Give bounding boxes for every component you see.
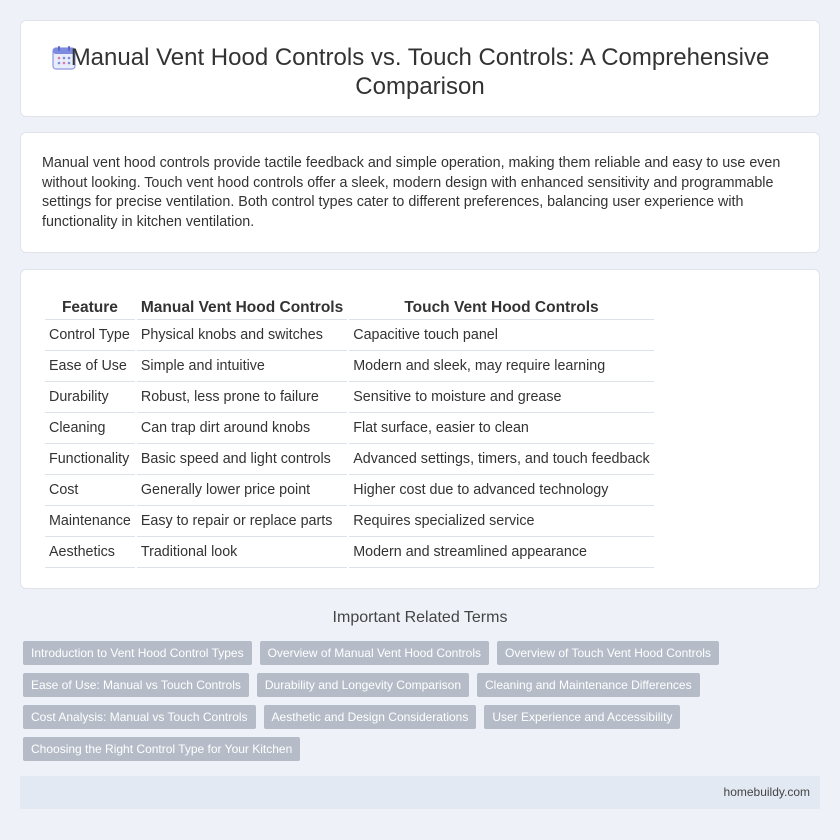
cell-manual: Can trap dirt around knobs bbox=[137, 413, 347, 444]
cell-touch: Flat surface, easier to clean bbox=[349, 413, 653, 444]
related-term-tag[interactable]: Aesthetic and Design Considerations bbox=[264, 705, 477, 729]
tag-row bbox=[23, 673, 823, 697]
table-row bbox=[45, 537, 654, 568]
cell-manual: Easy to repair or replace parts bbox=[137, 506, 347, 537]
footer bbox=[20, 776, 820, 809]
cell-feature: Cleaning bbox=[45, 413, 135, 444]
header-feature: Feature bbox=[45, 296, 135, 320]
related-term-tag[interactable]: Overview of Touch Vent Hood Controls bbox=[497, 641, 719, 665]
page-title: Manual Vent Hood Controls vs. Touch Controls: A Comprehensive Comparison bbox=[70, 44, 770, 100]
summary-text: Manual vent hood controls provide tactile feedback and simple operation, making them reliable and easy to use even without looking. Touch vent hood controls offer a sleek, modern design with enhanced sensitivity and programmable settings for precise ventilation. Both control types cater to different preferences, balancing user experience with functionality in kitchen ventilation. bbox=[42, 155, 781, 230]
cell-manual: Traditional look bbox=[137, 537, 347, 568]
related-terms-tags bbox=[23, 641, 823, 769]
table-row bbox=[45, 382, 654, 413]
table-row bbox=[45, 506, 654, 537]
cell-manual: Robust, less prone to failure bbox=[137, 382, 347, 413]
tag-row bbox=[23, 705, 823, 729]
comparison-table-card bbox=[20, 269, 820, 589]
related-term-tag[interactable]: Overview of Manual Vent Hood Controls bbox=[260, 641, 489, 665]
cell-manual: Simple and intuitive bbox=[137, 351, 347, 382]
cell-touch: Advanced settings, timers, and touch feedback bbox=[349, 444, 653, 475]
related-term-tag[interactable]: Cleaning and Maintenance Differences bbox=[477, 673, 700, 697]
header-touch: Touch Vent Hood Controls bbox=[349, 296, 653, 320]
related-term-tag[interactable]: Choosing the Right Control Type for Your Kitchen bbox=[23, 737, 300, 761]
summary-card bbox=[20, 132, 820, 253]
table-header-row bbox=[45, 296, 654, 320]
cell-feature: Maintenance bbox=[45, 506, 135, 537]
table-row bbox=[45, 351, 654, 382]
cell-touch: Modern and sleek, may require learning bbox=[349, 351, 653, 382]
cell-manual: Generally lower price point bbox=[137, 475, 347, 506]
cell-manual: Physical knobs and switches bbox=[137, 320, 347, 351]
footer-site-link[interactable]: homebuildy.com bbox=[723, 785, 810, 799]
cell-touch: Higher cost due to advanced technology bbox=[349, 475, 653, 506]
related-term-tag[interactable]: User Experience and Accessibility bbox=[484, 705, 680, 729]
table-row bbox=[45, 444, 654, 475]
tag-row bbox=[23, 737, 823, 761]
related-term-tag[interactable]: Durability and Longevity Comparison bbox=[257, 673, 469, 697]
table-row bbox=[45, 320, 654, 351]
related-term-tag[interactable]: Cost Analysis: Manual vs Touch Controls bbox=[23, 705, 256, 729]
table-row bbox=[45, 475, 654, 506]
cell-feature: Ease of Use bbox=[45, 351, 135, 382]
header-card bbox=[20, 20, 820, 117]
cell-touch: Sensitive to moisture and grease bbox=[349, 382, 653, 413]
cell-feature: Aesthetics bbox=[45, 537, 135, 568]
related-term-tag[interactable]: Ease of Use: Manual vs Touch Controls bbox=[23, 673, 249, 697]
header-manual: Manual Vent Hood Controls bbox=[137, 296, 347, 320]
cell-touch: Capacitive touch panel bbox=[349, 320, 653, 351]
cell-feature: Control Type bbox=[45, 320, 135, 351]
tag-row bbox=[23, 641, 823, 665]
comparison-table bbox=[43, 296, 656, 568]
cell-feature: Durability bbox=[45, 382, 135, 413]
related-term-tag[interactable]: Introduction to Vent Hood Control Types bbox=[23, 641, 252, 665]
cell-touch: Requires specialized service bbox=[349, 506, 653, 537]
cell-touch: Modern and streamlined appearance bbox=[349, 537, 653, 568]
table-row bbox=[45, 413, 654, 444]
cell-feature: Functionality bbox=[45, 444, 135, 475]
cell-manual: Basic speed and light controls bbox=[137, 444, 347, 475]
related-terms-title: Important Related Terms bbox=[332, 609, 508, 626]
cell-feature: Cost bbox=[45, 475, 135, 506]
